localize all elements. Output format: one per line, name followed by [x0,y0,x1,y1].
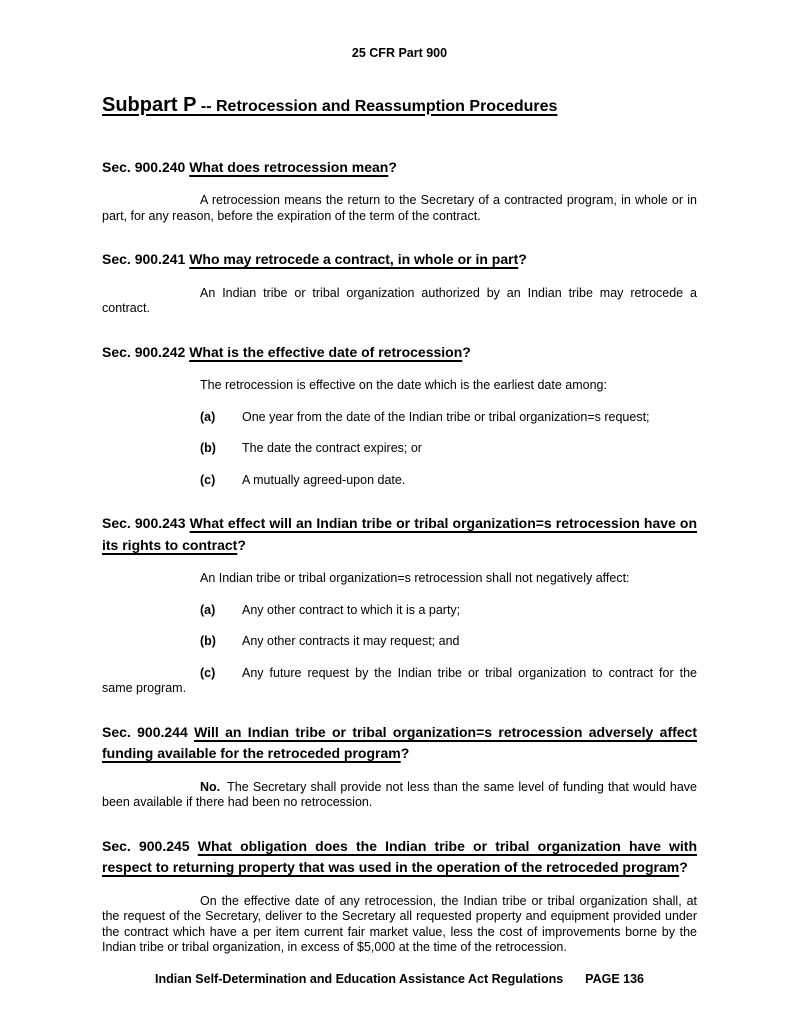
list-item-a [102,410,697,426]
section-900-244 [102,722,697,811]
section-body-paragraph: On the effective date of any retrocession, the Indian tribe or tribal organization shall, at the request of the Secretary, deliver to the Secretary all requested property and equipment provided under the contract which have a per item current fair market value, less the cost of improvements borne by the Indian tribe or tribal organization, in excess of $5,000 at the time of the retrocession. [102,893,697,954]
subpart-heading [102,93,697,119]
section-number: Sec. 900.245 [102,837,190,854]
section-question: What is the effective date of retrocession [189,343,463,360]
section-heading [102,249,697,271]
list-item-text: Any other contract to which it is a party; [242,602,461,617]
question-mark: ? [388,158,397,175]
answer-bold-lead: No. [200,779,221,794]
list-item-label: (c) [200,472,216,487]
footer-title: Indian Self-Determination and Education Assistance Act Regulations [155,971,564,986]
section-question: What does retrocession mean [189,158,389,175]
list-item-text: The date the contract expires; or [242,441,422,455]
section-number: Sec. 900.240 [102,158,186,175]
list-item-c [102,666,697,697]
section-question: What obligation does the Indian tribe or tribal organization have with respect to returning property that was used in the operation of the retroceded program [102,837,698,875]
section-heading [102,513,697,556]
section-number: Sec. 900.243 [102,515,186,531]
section-900-242 [102,342,697,489]
list-item-text: Any future request by the Indian tribe or tribal organization to contract for the same program. [102,665,697,695]
subpart-heading-rest: -- Retrocession and Reassumption Procedures [196,97,558,115]
section-question: Who may retrocede a contract, in whole or in part [189,251,519,267]
page-footer [102,972,697,988]
list-item-label: (a) [200,602,216,617]
footer-page-number: PAGE 136 [585,971,644,986]
document-header-title: 25 CFR Part 900 [351,46,448,60]
question-mark: ? [237,536,246,553]
list-item-label: (c) [200,665,216,680]
section-question: What effect will an Indian tribe or tribal organization=s retrocession have on its rights to contract [102,515,698,553]
question-mark: ? [400,745,410,761]
list-item-c [102,473,697,489]
list-item-a [102,603,697,619]
list-item-label: (b) [200,441,216,455]
section-number: Sec. 900.244 [102,723,188,740]
list-item-label: (a) [200,409,216,424]
section-body-paragraph: A retrocession means the return to the Secretary of a contracted program, in whole or in part, for any reason, before the expiration of the term of the contract. [102,193,697,223]
list-item-text: One year from the date of the Indian tribe or tribal organization=s request; [242,409,650,424]
section-900-241 [102,249,697,317]
section-heading [102,342,697,364]
subpart-heading-lead: Subpart P [102,93,197,116]
section-body-text: The Secretary shall provide not less than the same level of funding that would have been available if there had been no retrocession. [102,779,697,809]
question-mark: ? [462,343,471,360]
list-item-b [102,441,697,457]
section-body-paragraph [102,780,697,811]
section-900-245 [102,836,697,956]
section-900-240 [102,157,697,225]
section-number: Sec. 900.241 [102,251,186,267]
list-item-text: A mutually agreed-upon date. [242,472,406,487]
question-mark: ? [679,859,688,875]
list-item-text: Any other contracts it may request; and [242,634,460,648]
list-item-b [102,634,697,650]
section-number: Sec. 900.242 [102,343,186,360]
section-body-paragraph: An Indian tribe or tribal organization=s retrocession shall not negatively affect: [200,571,630,585]
section-heading [102,157,697,179]
list-item-label: (b) [200,634,216,648]
section-900-243 [102,513,697,697]
section-body-paragraph: An Indian tribe or tribal organization authorized by an Indian tribe may retrocede a contract. [102,285,697,315]
section-question: Will an Indian tribe or tribal organization=s retrocession adversely affect funding available for the retroceded program [102,723,698,761]
section-heading [102,836,697,879]
section-heading [102,722,697,765]
question-mark: ? [518,251,527,267]
section-body-paragraph: The retrocession is effective on the date which is the earliest date among: [200,378,607,392]
